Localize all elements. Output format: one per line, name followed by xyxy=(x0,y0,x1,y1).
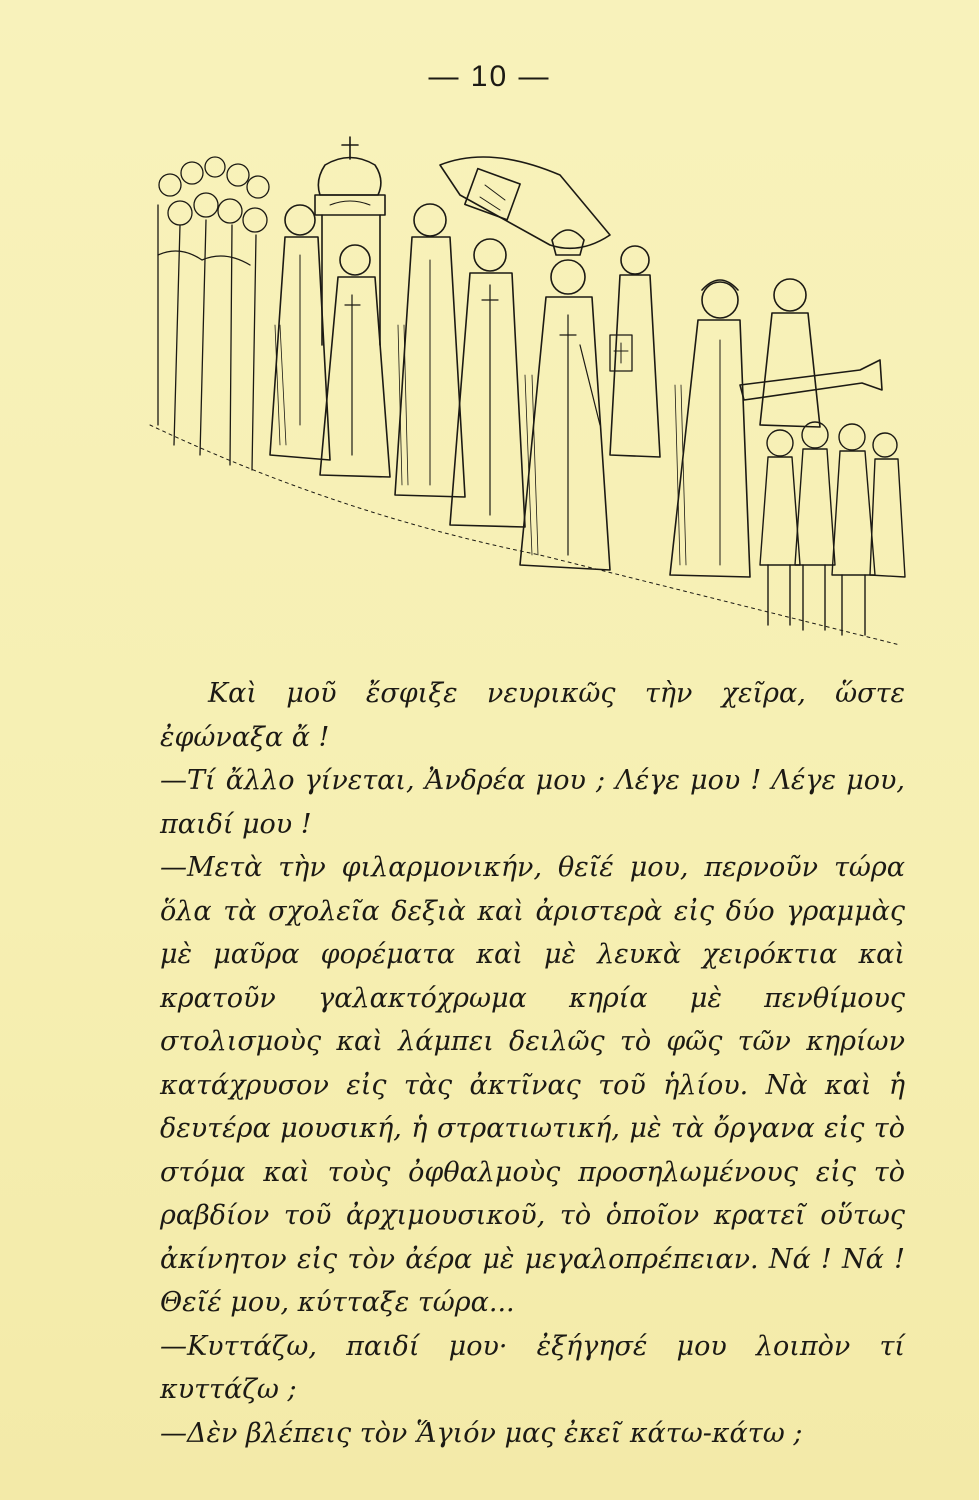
paragraph-2: —Τί ἄλλο γίνεται, Ἀνδρέα μου ; Λέγε μου ! Λέγε μου, παιδί μου ! xyxy=(160,765,905,840)
main-text xyxy=(160,672,905,1455)
paragraph-5: —Δὲν βλέπεις τὸν Ἅγιόν μας ἐκεῖ κάτω-κάτω ; xyxy=(160,1417,803,1449)
paragraph-4: —Κυττάζω, παιδί μου· ἐξήγησέ μου λοιπὸν τί κυττάζω ; xyxy=(160,1330,905,1405)
procession-illustration xyxy=(140,125,910,655)
page-number: — 10 — xyxy=(428,60,551,93)
paragraph-3: —Μετὰ τὴν φιλαρμονικήν, θεῖέ μου, περνοῦν τώρα ὅλα τὰ σχολεῖα δεξιὰ καὶ ἀριστερὰ εἰς δύο γραμμὰς μὲ μαῦρα φορέματα καὶ μὲ λευκὰ χειρόκτια καὶ κρατοῦν γαλακτόχρωμα κηρία μὲ πενθίμους στολισμοὺς καὶ λάμπει δειλῶς τὸ φῶς τῶν κηρίων κατάχρυσον εἰς τὰς ἀκτῖνας τοῦ ἡλίου. Νὰ καὶ ἡ δευτέρα μουσική, ἡ στρατιωτική, μὲ τὰ ὄργανα εἰς τὸ στόμα καὶ τοὺς ὀφθαλμοὺς προσηλωμένους εἰς τὸ ραβδίον τοῦ ἀρχιμουσικοῦ, τὸ ὁποῖον κρατεῖ οὕτως ἀκίνητον εἰς τὸν ἀέρα μὲ μεγαλοπρέπειαν. Νά ! Νά ! Θεῖέ μου, κύτταξε τώρα... xyxy=(160,852,905,1318)
paragraph-1: Καὶ μοῦ ἔσφιξε νευρικῶς τὴν χεῖρα, ὥστε ἐφώναξα ἄ ! xyxy=(160,678,905,753)
